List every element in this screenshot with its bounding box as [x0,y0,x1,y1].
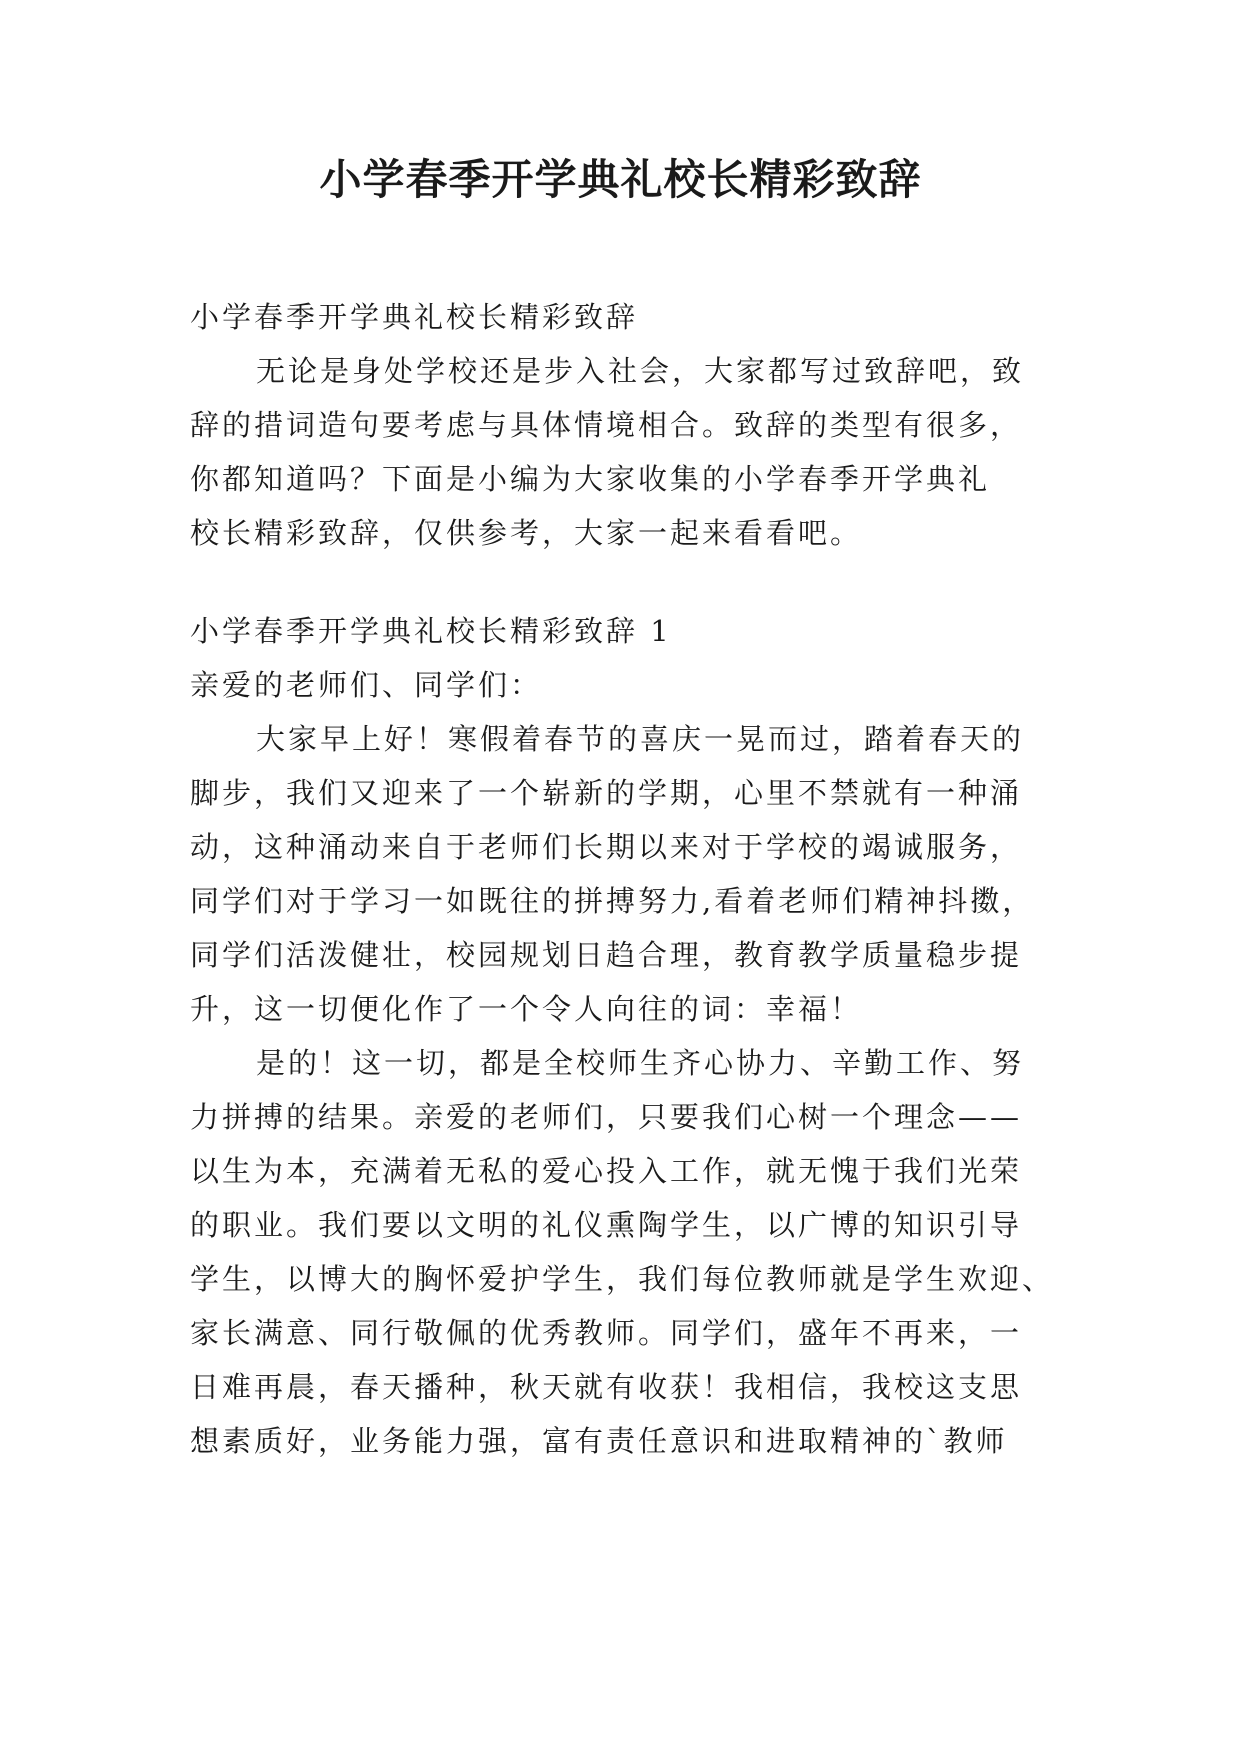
text-line: 辞的措词造句要考虑与具体情境相合。致辞的类型有很多， [190,408,1023,442]
intro-paragraph [190,344,1070,560]
section-heading: 小学春季开学典礼校长精彩致辞 1 [190,614,672,648]
paragraph-1 [190,712,1070,1036]
text-line: 你都知道吗？下面是小编为大家收集的小学春季开学典礼 [190,462,991,496]
text-line: 校长精彩致辞，仅供参考，大家一起来看看吧。 [190,516,863,550]
paragraph-gap [190,560,1070,604]
text-line: 是的！这一切，都是全校师生齐心协力、辛勤工作、努 [256,1046,1025,1080]
text-line: 力拼搏的结果。亲爱的老师们，只要我们心树一个理念—— [190,1100,1023,1134]
paragraph-2 [190,1036,1070,1468]
text-line: 同学们对于学习一如既往的拼搏努力,看着老师们精神抖擞， [190,884,1035,918]
text-line: 大家早上好！寒假着春节的喜庆一晃而过，踏着春天的 [256,722,1025,756]
text-line: 动，这种涌动来自于老师们长期以来对于学校的竭诚服务， [190,830,1023,864]
text-line: 以生为本，充满着无私的爱心投入工作，就无愧于我们光荣 [190,1154,1023,1188]
text-line: 的职业。我们要以文明的礼仪熏陶学生，以广博的知识引导 [190,1208,1023,1242]
text-line: 日难再晨，春天播种，秋天就有收获！我相信，我校这支思 [190,1370,1023,1404]
text-line: 学生，以博大的胸怀爱护学生，我们每位教师就是学生欢迎、 [190,1262,1055,1296]
salutation: 亲爱的老师们、同学们： [190,668,543,702]
text-line: 同学们活泼健壮，校园规划日趋合理，教育教学质量稳步提 [190,938,1023,972]
document-body [190,290,1070,1468]
text-line: 脚步，我们又迎来了一个崭新的学期，心里不禁就有一种涌 [190,776,1023,810]
text-line: 家长满意、同行敬佩的优秀教师。同学们，盛年不再来，一 [190,1316,1023,1350]
text-line: 想素质好，业务能力强，富有责任意识和进取精神的`教师 [190,1424,1008,1458]
text-line: 无论是身处学校还是步入社会，大家都写过致辞吧，致 [256,354,1025,388]
document-title: 小学春季开学典礼校长精彩致辞 [319,155,922,204]
intro-heading: 小学春季开学典礼校长精彩致辞 [190,300,639,334]
text-line: 升，这一切便化作了一个令人向往的词：幸福！ [190,992,863,1026]
